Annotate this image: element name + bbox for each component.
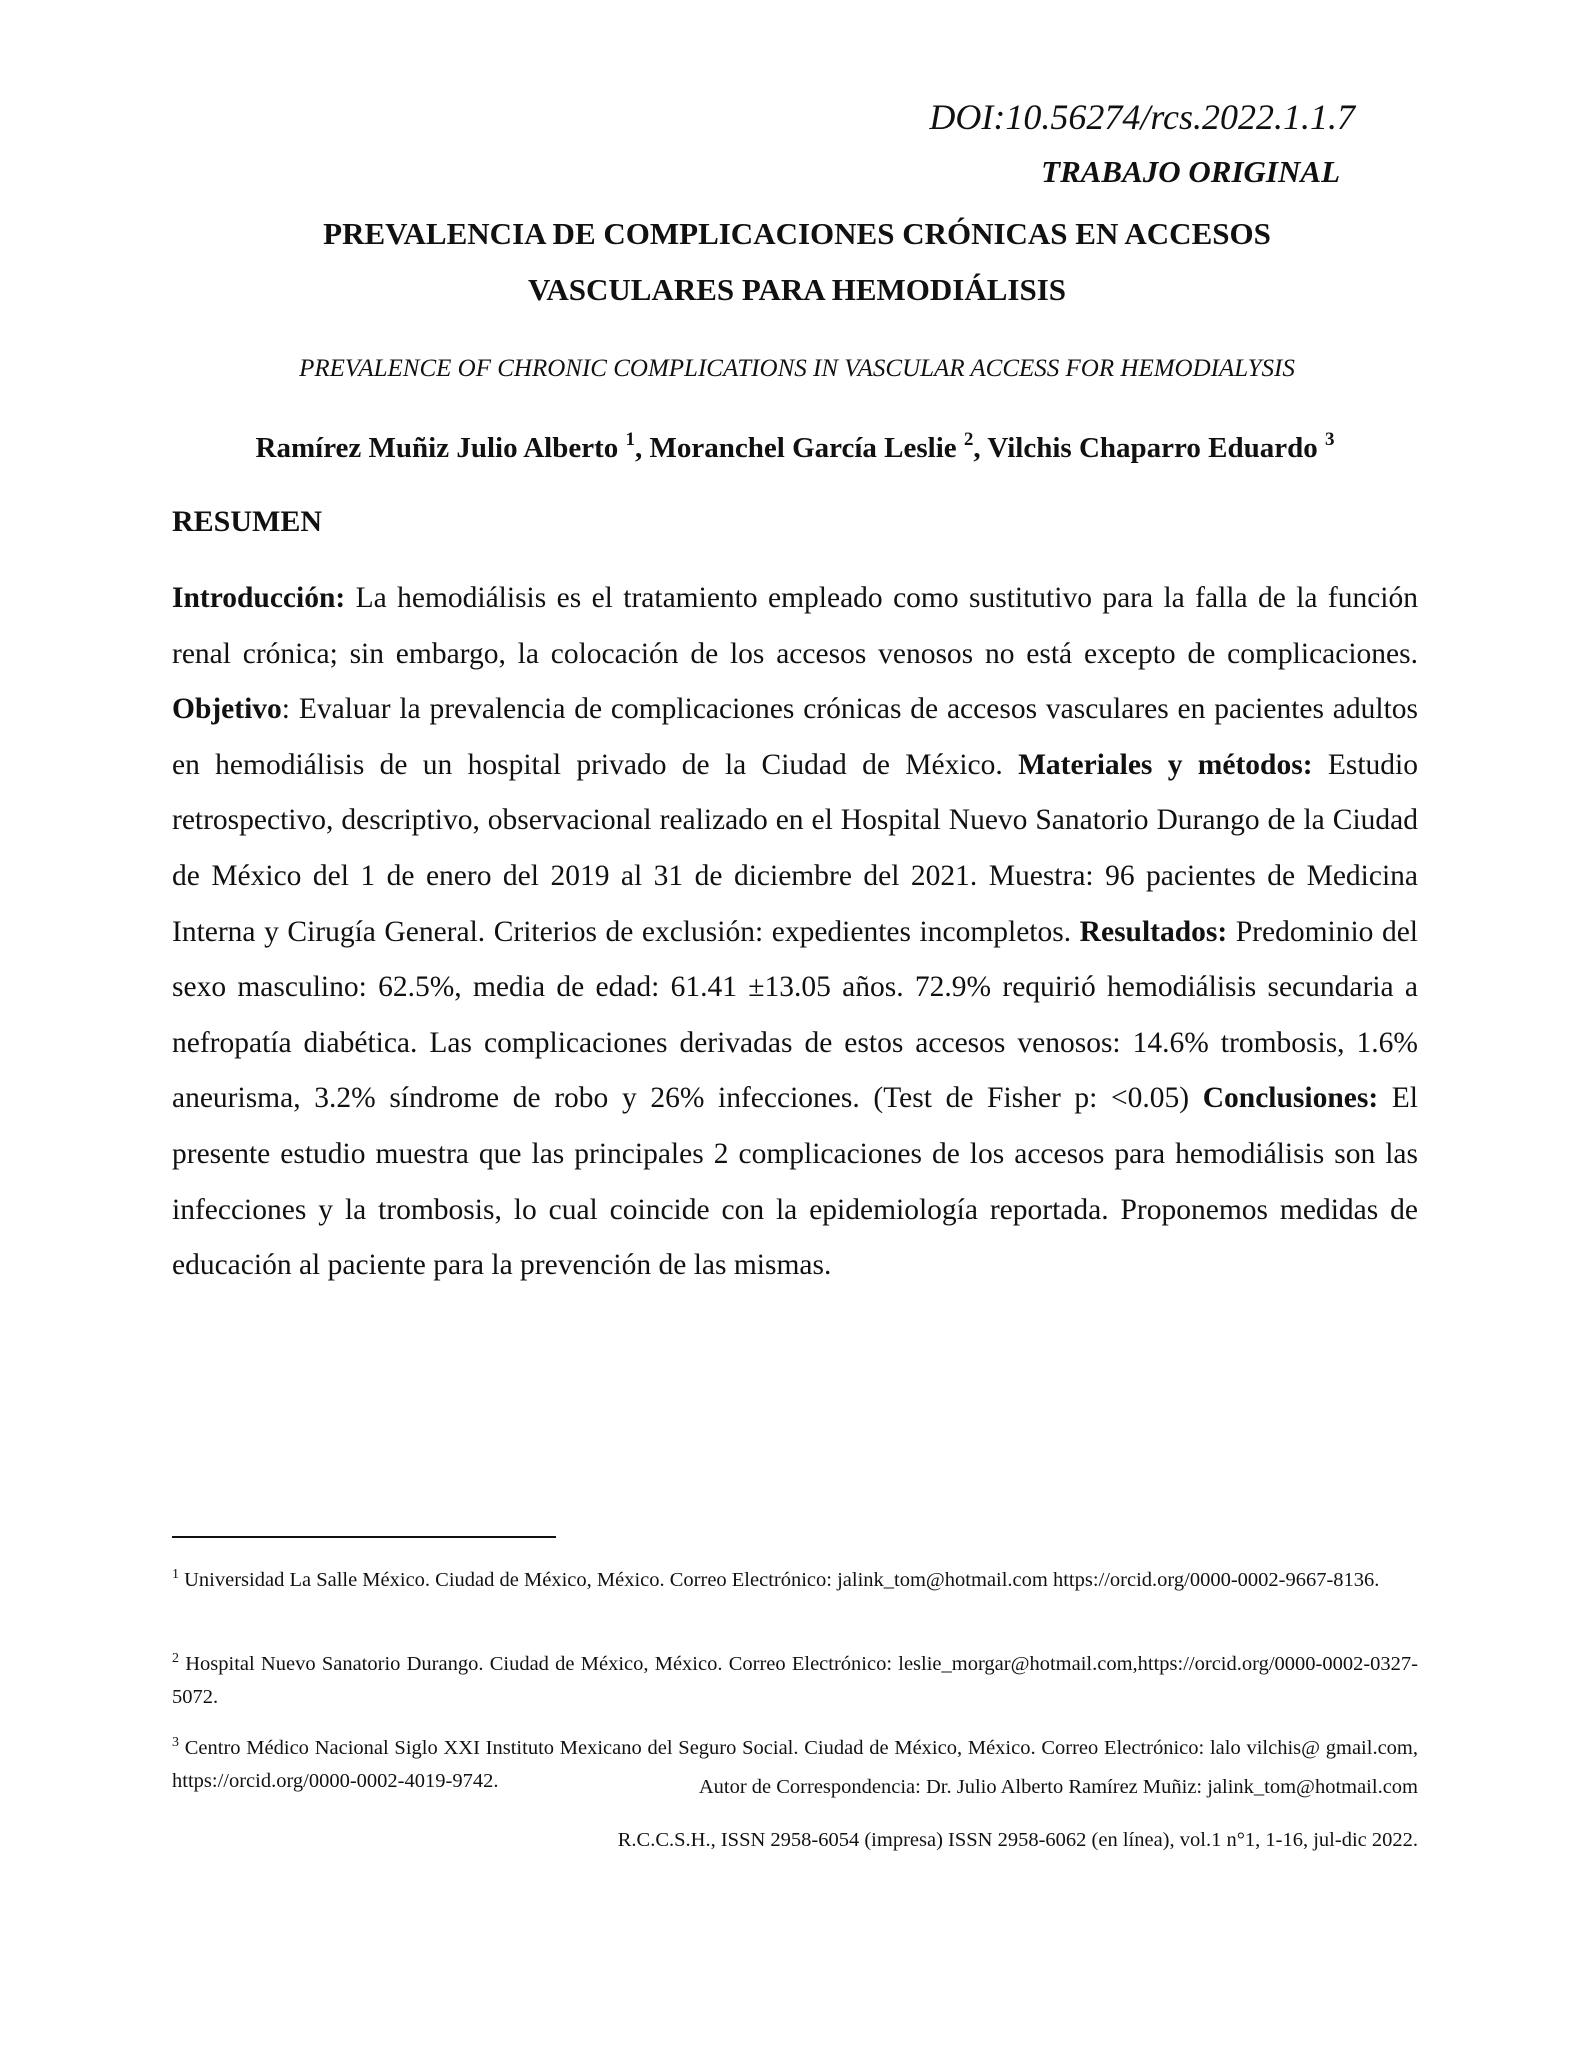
title-line-2: VASCULARES PARA HEMODIÁLISIS xyxy=(527,272,1067,307)
title-line-1: PREVALENCIA DE COMPLICACIONES CRÓNICAS EN ACCESOS xyxy=(323,216,1271,251)
section-heading: RESUMEN xyxy=(172,505,323,538)
author-affiliation-mark: 1 xyxy=(625,429,636,450)
footnote-2 xyxy=(172,1648,1418,1714)
conclusions-label: Conclusiones: xyxy=(1202,1082,1379,1115)
author-affiliation-mark: 3 xyxy=(1324,429,1335,450)
author-name: Ramírez Muñiz Julio Alberto xyxy=(255,432,619,464)
footnote-text: Universidad La Salle México. Ciudad de México, México. Correo Electrónico: jalink_tom@hotmail.com https://orcid.org/0000-0002-9667-8136. xyxy=(179,1569,1380,1591)
objective-text: : Evaluar la prevalencia de complicaciones crónicas de accesos vasculares en pacientes adultos en hemodiálisis de un hospital privado de la Ciudad de México. xyxy=(172,693,1418,781)
author-list: Ramírez Muñiz Julio Alberto $^1$, Moranchel García Leslie $^2$, Vilchis Chaparro Eduardo $^3$ xyxy=(255,429,1335,464)
methods-text: Estudio retrospectivo, descriptivo, observacional realizado en el Hospital Nuevo Sanatorio Durango de la Ciudad de México del 1 de enero del 2019 al 31 de diciembre del 2021. Muestra: 96 pacientes de Medicina Interna y Cirugía General. Criterios de exclusión: expedientes incompletos. xyxy=(172,748,1418,948)
english-title: PREVALENCE OF CHRONIC COMPLICATIONS IN VASCULAR ACCESS FOR HEMODIALYSIS xyxy=(299,355,1295,382)
intro-text: La hemodiálisis es el tratamiento empleado como sustitutivo para la falla de la función renal crónica; sin embargo, la colocación de los accesos venosos no está excepto de complicaciones. xyxy=(172,582,1418,670)
footnote-1 xyxy=(172,1564,1418,1597)
results-label: Resultados: xyxy=(1079,915,1228,948)
footnote-mark: 2 xyxy=(172,1651,179,1666)
author-name: Vilchis Chaparro Eduardo xyxy=(987,432,1318,464)
author-name: Moranchel García Leslie xyxy=(649,432,957,464)
footnote-mark: 1 xyxy=(172,1567,179,1582)
author-affiliation-mark: 2 xyxy=(963,429,974,450)
abstract-text xyxy=(172,571,1418,1294)
correspondence: Autor de Correspondencia: Dr. Julio Alberto Ramírez Muñiz: jalink_tom@hotmail.com xyxy=(698,1776,1418,1798)
objective-label: Objetivo xyxy=(172,693,282,726)
conclusions-text: El presente estudio muestra que las principales 2 complicaciones de los accesos para hemodiálisis son las infecciones y la trombosis, lo cual coincide con la epidemiología reportada. Proponemos medidas de educación al paciente para la prevención de las mismas. xyxy=(172,1082,1418,1282)
footnote-mark: 3 xyxy=(172,1735,179,1750)
results-text: Predominio del sexo masculino: 62.5%, media de edad: 61.41 ±13.05 años. 72.9% requirió hemodiálisis secundaria a nefropatía diabética. Las complicaciones derivadas de estos accesos venosos: 14.6% trombosis, 1.6% aneurisma, 3.2% síndrome de robo y 26% infecciones. (Test de Fisher p: <0.05) xyxy=(172,915,1419,1115)
intro-label: Introducción: xyxy=(172,582,346,614)
doi: DOI:10.56274/rcs.2022.1.1.7 xyxy=(929,97,1355,137)
article-type: TRABAJO ORIGINAL xyxy=(1041,154,1340,189)
methods-label: Materiales y métodos: xyxy=(1018,748,1313,781)
page-title xyxy=(172,206,1422,318)
footnote-separator xyxy=(172,1536,556,1538)
journal-issn: R.C.C.S.H., ISSN 2958-6054 (impresa) ISSN 2958-6062 (en línea), vol.1 n°1, 1-16, jul-dic 2022. xyxy=(617,1829,1418,1851)
footnote-text: Hospital Nuevo Sanatorio Durango. Ciudad de México, México. Correo Electrónico: leslie_morgar@hotmail.com,https://orcid.org/0000-0002-0327-5072. xyxy=(172,1653,1418,1708)
footnote-text: Centro Médico Nacional Siglo XXI Instituto Mexicano del Seguro Social. Ciudad de México, México. Correo Electrónico: lalo vilchis@ gmail.com, https://orcid.org/0000-0002-4019-9742. xyxy=(172,1737,1418,1792)
